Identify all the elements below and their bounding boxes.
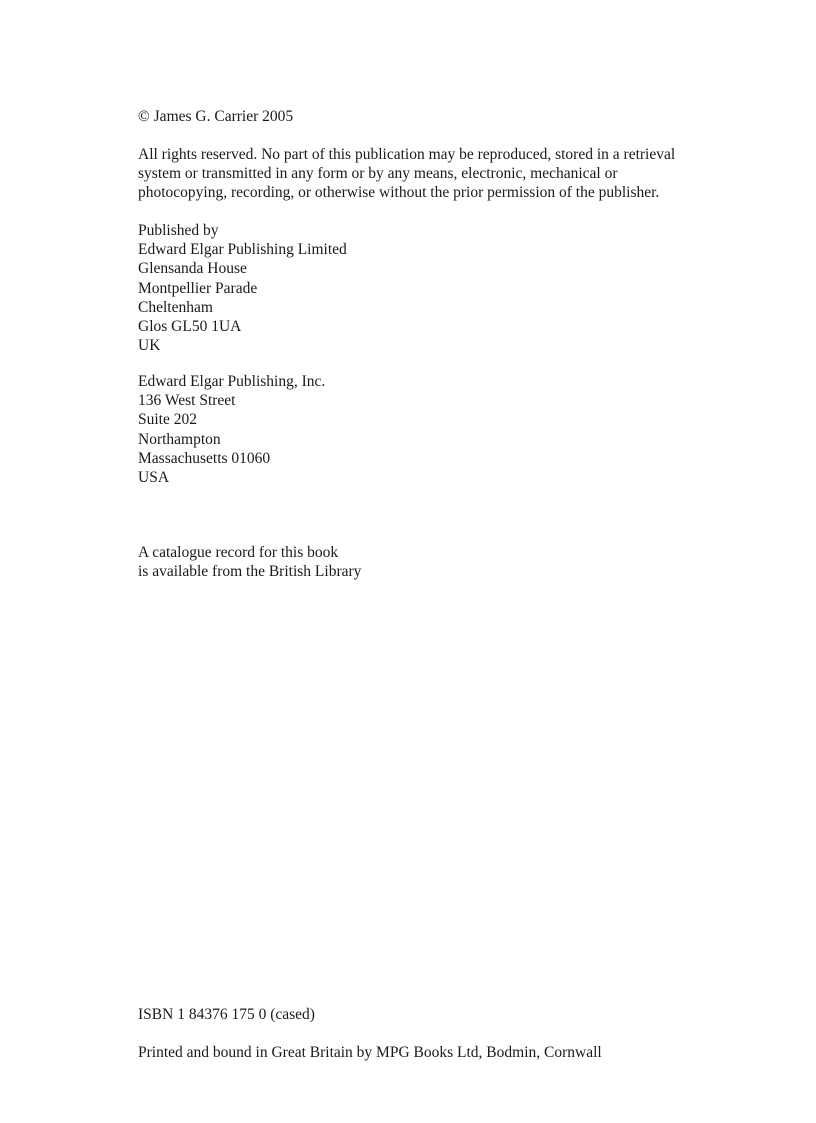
published-by-label: Published by bbox=[138, 222, 219, 239]
address-line: UK bbox=[138, 337, 161, 355]
address-line: 136 West Street bbox=[138, 392, 236, 410]
publisher-us-address bbox=[138, 372, 778, 487]
catalogue-line: is available from the British Library bbox=[138, 563, 362, 581]
copyright-line: © James G. Carrier 2005 bbox=[138, 108, 294, 125]
rights-line: system or transmitted in any form or by any means, electronic, mechanical or bbox=[138, 165, 618, 183]
copyright-notice bbox=[138, 107, 778, 126]
address-line: Glos GL50 1UA bbox=[138, 317, 242, 335]
address-line: Cheltenham bbox=[138, 298, 213, 316]
address-line: Massachusetts 01060 bbox=[138, 449, 271, 467]
address-line: Glensanda House bbox=[138, 260, 247, 278]
publisher-uk-address bbox=[138, 221, 778, 355]
address-line: USA bbox=[138, 468, 170, 486]
isbn-text: ISBN 1 84376 175 0 (cased) bbox=[138, 1006, 315, 1023]
publisher-us-name: Edward Elgar Publishing, Inc. bbox=[138, 373, 326, 390]
rights-line: All rights reserved. No part of this publication may be reproduced, stored in a retrieval bbox=[138, 146, 676, 163]
address-line: Montpellier Parade bbox=[138, 279, 258, 297]
rights-statement bbox=[138, 145, 778, 203]
rights-line: photocopying, recording, or otherwise without the prior permission of the publisher. bbox=[138, 184, 660, 202]
printer-line bbox=[138, 1043, 778, 1062]
isbn-line bbox=[138, 1005, 778, 1024]
catalogue-record-notice bbox=[138, 543, 778, 581]
publisher-uk-name: Edward Elgar Publishing Limited bbox=[138, 241, 347, 259]
address-line: Suite 202 bbox=[138, 411, 197, 429]
catalogue-line: A catalogue record for this book bbox=[138, 544, 339, 561]
printer-text: Printed and bound in Great Britain by MPG Books Ltd, Bodmin, Cornwall bbox=[138, 1044, 602, 1061]
address-line: Northampton bbox=[138, 430, 221, 448]
